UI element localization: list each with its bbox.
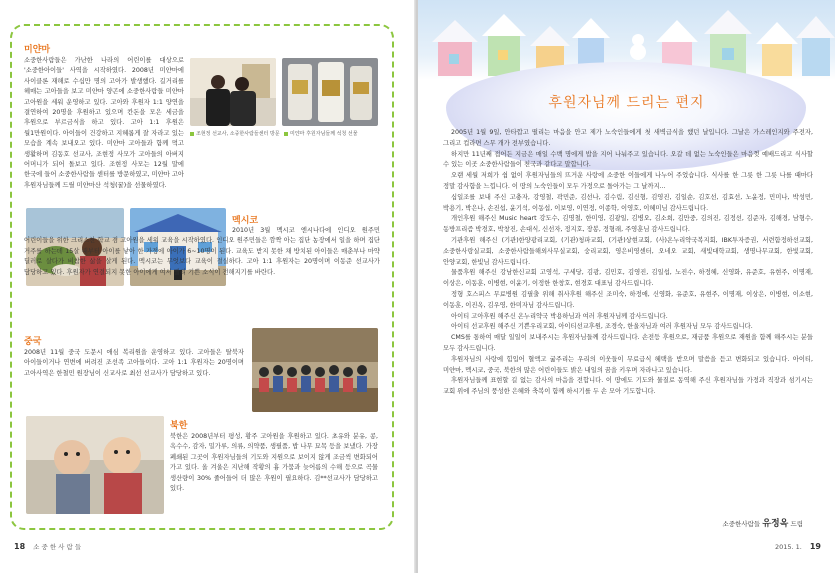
- publication-name: 소 중 한 사 람 들: [33, 543, 82, 551]
- left-footer: [14, 542, 81, 551]
- right-footer: [775, 542, 821, 551]
- letter-paragraph: 2005년 1월 9일, 안타깝고 떨리는 마음을 안고 제가 노숙인들에게 첫 새벽급식을 했던 날입니다. 그날은 가스레인지와 주전자, 그리고 컵라면 스무 개가 전부였습니다.: [443, 129, 813, 147]
- left-page: [0, 0, 416, 573]
- letter-paragraph: 후원자님들께 표현할 길 없는 감사의 마음을 전합니다. 이 땅에도 기도와 물질로 동역해 주신 후원자님들 가정과 직장과 섬기시는 교회 위에 주님의 풍성한 은혜와 축복이 함께 하시기를 두 손 모아 기도합니다.: [443, 377, 813, 396]
- section-text-north-korea: 북한은 2008년부터 평성, 황주 고아원을 후원하고 있다. 초유와 분유, 콩, 옥수수, 감자, 밀가루, 의류, 의약품, 생필품, 밥 나무 묘목 등을 보냈다. 가장 폐쇄된 그곳이 후원자님들의 기도와 지원으로 보이지 않게 조금씩 변화되어 가고 있다. 올 겨울은 지난해 작황의 흉 가뭄과 늦어름의 수해 등으로 곡물 생산량이 30% 줄어들어 더 많은 후원이 필요하다. 김**선교사가 담당하고 있다.: [170, 433, 378, 493]
- letter-body: [443, 128, 813, 398]
- photo-honey-gift: [282, 58, 378, 126]
- right-page: [418, 0, 835, 573]
- section-title-myanmar: 미얀마: [24, 45, 51, 55]
- caption-visit: 조현정 선교사, 소중한사람들센터 방문: [190, 130, 280, 137]
- letter-paragraph: 개인후원 해주신 Music heart 강도수, 김명철, 한미영, 김광일, 김병오, 김소희, 김만중, 김의진, 김정선, 김준자, 김해경, 남형수, 동방프리즘 박경호, 박창진, 손대식, 신선자, 정지호, 장봉, 정형래, 주영훈님 감사드립니다.: [443, 215, 813, 234]
- issue-date: 2015. 1.: [774, 543, 802, 551]
- letter-paragraph: 오랜 세월 저희가 쉽 없이 후원자님들의 뜨거운 사랑에 소중한 이들에게 나누어 주었습니다. 식사를 한 그릇 한 그릇 나를 때마다 정말 감사함을 느낍니다. 이 땅의 노숙인들이 모두 가정으로 돌아가는 그 날까지...: [443, 172, 813, 190]
- signature-name: 유정옥: [762, 519, 789, 529]
- letter-paragraph: 물품후원 해주신 강남한신교회 고영석, 구세당, 김광, 김민호, 김영진, 김일섭, 노진수, 하정혜, 신영화, 유준호, 유현주, 이명재, 이상은, 이동훈, 이병현, 이윤기, 이정한 한창호, 현경호 대표님 감사드립니다.: [443, 269, 813, 288]
- letter-paragraph: 기관후원 해주신 (기관)한양광리교회, (기관)청파교회, (기관)상현교회, (사)온누리약국복지회, IBK투자증권, 서련함정하선교회, 소중한사랑실교회, 소중한사람들해외사무실교회, 숭리교회, 영은비영센터, 오네오 교회, 새빛대학교회, 생명나무교회, 한빛교회, 안양교회, 한빛님 감사드립니다.: [443, 236, 813, 266]
- section-title-china: 중국: [24, 337, 42, 347]
- photo-china-children: [252, 328, 378, 412]
- section-text-china: 2008년 11월 중국 도문시 애심 복리원을 운영하고 있다. 고아들은 탈북자 아이들이거나 연변에 버려진 조선족 고아들이다. 고아 1:1 후원자는 20명이며 고아사역은 한철민 원장님이 신교사로 최선 선교사가 담당하고 있다.: [24, 349, 244, 377]
- letter-paragraph: 십일조를 보내 주신 고충자, 강영철, 곽민준, 김선나, 김수림, 김신형, 김영진, 김일순, 김호선, 김효선, 노윤정, 민미나, 박성민, 박용기, 박은나, 손진섭, 윤기석, 이동섭, 이보영, 이연정, 이종학, 이영호, 이혜미님 감사드립니다.: [443, 193, 813, 212]
- photo-visit: [190, 58, 276, 126]
- page-number-right: 19: [809, 542, 821, 551]
- letter-paragraph: 후원자님의 사랑에 힘입어 혈액고 굶주리는 우리의 이웃들이 무료급식 혜택을 받으며 말씀을 듣고 변화되고 있습니다. 아이티, 미얀마, 멕시코, 중국, 북한의 많은 어린이들도 밝은 내일의 꿈을 키우며 자라나고 있습니다.: [443, 355, 813, 374]
- letter-paragraph: 정형 호스피스 무료병원 김필출 위해 취사후원 해주신 조미숙, 하정애, 신영화, 유준호, 유현주, 이명재, 이상은, 이병현, 이소현, 이동훈, 이진옥, 김우영, 한미자님 감사드립니다.: [443, 290, 813, 309]
- letter-paragraph: CMS를 통하여 매달 일일이 보내주시는 후원자님들께 감사드립니다. 손전등 후원으로, 재금품 후원으로 재원을 함께 해주시는 분들 모두 감사드립니다.: [443, 334, 813, 352]
- section-text-myanmar: 소중한사람들은 가난한 나라의 어린이를 대상으로 '소중한아이들' 사역을 시작하였다. 2008년 미얀마에 사이클론 재해로 수십만 명의 고아가 발생했다. 길거리를 헤매는 고아들을 보고 미얀마 양곤에 소중한사람들 미얀마 고아원을 세워 운영하고 있다. 고아와 후원자 1:1 양연을 결연하여 20명을 후원하고 있으며 칸돈을 모은 세금을 후원으로 부르금식을 하고 있다. 고아 1:1 후원은 월1만원이다. 아이들이 건강하고 지혜롭게 잘 자라고 있는 모습을 계속 보내오고 있다. 미얀마 고아들과 함께 먹고 생활하며 김동호 선교사, 조현정 사모가 고아들의 아버지 어머니가 되어 돌보고 있다. 조현정 사모는 12월 말에 한국에 들어 소중한사람들 센터를 방문하였고, 미얀마 고아 후원자님들께 드릴 미얀마산 석청(꿀)을 선물하였다.: [24, 57, 184, 189]
- signature: 소중한사람들 유정옥 드림: [722, 519, 803, 529]
- section-text-mexico: 2010년 3월 멕시코 엔시나다에 인디오 원주민 어린이들을 위한 크리스찬 학교 겸 고아원을 세워 교육을 시작하였다. 인디오 원주민들은 깜짝 아는 집단 농장에서 일을 하며 집단 거주를 하는데 15살 때부터 아이를 낳아 한 가정에 아이가 6~10명이 된다. 교육도 받지 못한 채 방치된 아이들은 매춘부나 마약 딜러로 살다가 비참한 삶을 살게 된다. 멕시코는 무엇보다 교육이 절실하다. 고아 1:1 후원자는 20명이며 이동준 선교사가 담당하고 있다. 후원자가 연결되지 못한 아이에게 여서 빨리 기쁜 소식이 전해지기를 바란다.: [24, 227, 380, 276]
- section-title-north-korea: 북한: [170, 421, 188, 431]
- page-number-left: 18: [14, 542, 26, 551]
- letter-paragraph: 하지만 11년째 접어든 지금은 매일 수백 명에게 밥을 지어 나눠주고 있습니다. 오갈 데 없는 노숙인들은 마음껏 예배드리고 식사할 수 있는 이곳 소중한사람들이 천국과 같다고 말합니다.: [443, 150, 813, 169]
- letter-paragraph: 아이티 선교후원 해주신 기쁜우리교회, 아이티선교후원, 조경숙, 한울자님과 여러 후원자님 모두 감사드립니다.: [451, 323, 753, 331]
- photo-north-korea-children: [26, 416, 164, 514]
- letter-title: 후원자님께 드리는 편지: [548, 95, 705, 111]
- caption-honey: 미얀마 후원자님들께 석청 선물: [284, 130, 358, 137]
- section-title-mexico: 멕시코: [232, 216, 259, 226]
- letter-paragraph: 아이티 고아후원 해주신 온누리약국 박용하님과 여러 후원자님께 감사드립니다.: [451, 312, 668, 320]
